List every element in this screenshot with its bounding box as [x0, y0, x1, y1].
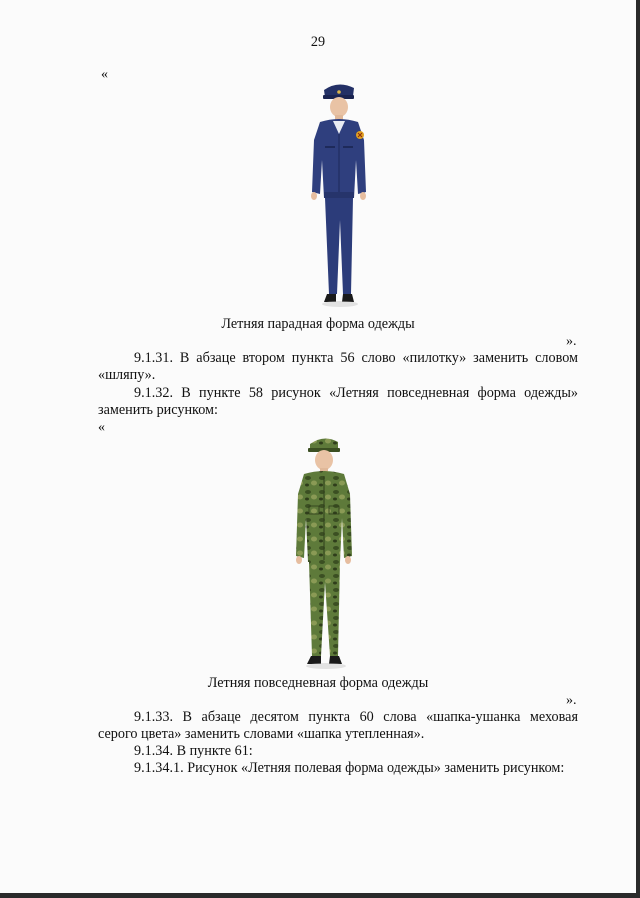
closing-quote-2: ». [566, 693, 577, 708]
paragraph-9-1-33-line-2: серого цвета» заменить словами «шапка утепленная». [98, 726, 425, 742]
closing-quote-1: ». [566, 334, 577, 349]
page-number: 29 [310, 34, 326, 50]
everyday-uniform-figure [290, 432, 370, 674]
opening-quote-1: « [101, 67, 108, 82]
paragraph-9-1-33-line-1: 9.1.33. В абзаце десятом пункта 60 слова «шапка-ушанка меховая [134, 709, 578, 725]
dress-uniform-figure [296, 80, 386, 312]
paragraph-9-1-31-line-1: 9.1.31. В абзаце втором пункта 56 слово «пилотку» заменить словом [134, 350, 578, 366]
paragraph-9-1-34-1: 9.1.34.1. Рисунок «Летняя полевая форма одежды» заменить рисунком: [134, 760, 565, 776]
figure-1-caption: Летняя парадная форма одежды [221, 316, 415, 332]
paragraph-9-1-34: 9.1.34. В пункте 61: [134, 743, 253, 759]
paragraph-9-1-31-line-2: «шляпу». [98, 367, 156, 383]
opening-quote-2: « [98, 420, 105, 435]
paragraph-9-1-32-line-2: заменить рисунком: [98, 402, 218, 418]
paragraph-9-1-32-line-1: 9.1.32. В пункте 58 рисунок «Летняя повседневная форма одежды» [134, 385, 578, 401]
figure-2-caption: Летняя повседневная форма одежды [207, 675, 429, 691]
